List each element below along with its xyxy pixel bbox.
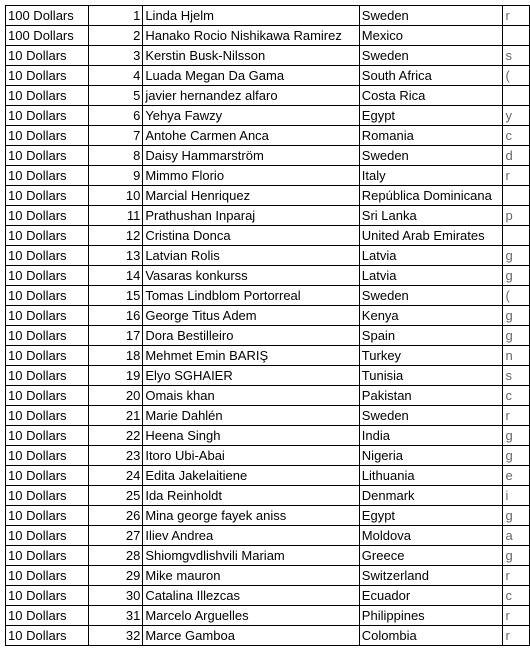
winner-name-cell[interactable]: Marcial Henriquez (143, 186, 359, 206)
table-row (6, 146, 530, 166)
winner-name-cell[interactable]: Linda Hjelm (143, 6, 359, 26)
table-row (6, 86, 530, 106)
winner-name-cell[interactable]: Prathushan Inparaj (143, 206, 359, 226)
table-row (6, 326, 530, 346)
truncated-column-cell[interactable]: g (503, 426, 530, 446)
table-row (6, 26, 530, 46)
truncated-column-cell[interactable]: g (503, 306, 530, 326)
truncated-column-cell[interactable]: e (503, 466, 530, 486)
table-row (6, 46, 530, 66)
truncated-column-cell[interactable]: g (503, 326, 530, 346)
country-cell[interactable]: Romania (359, 126, 503, 146)
country-cell[interactable]: Latvia (359, 266, 503, 286)
rank-number-cell[interactable]: 7 (88, 126, 143, 146)
truncated-column-cell[interactable] (503, 26, 530, 46)
country-cell[interactable]: Sweden (359, 146, 503, 166)
table-row (6, 246, 530, 266)
rank-number-cell[interactable]: 32 (88, 626, 143, 646)
table-row (6, 506, 530, 526)
country-cell[interactable]: Kenya (359, 306, 503, 326)
rank-number-cell[interactable]: 11 (88, 206, 143, 226)
country-cell[interactable]: Sri Lanka (359, 206, 503, 226)
country-cell[interactable]: Italy (359, 166, 503, 186)
table-row (6, 126, 530, 146)
country-cell[interactable]: Colombia (359, 626, 503, 646)
winner-name-cell[interactable]: Elyo SGHAIER (143, 366, 359, 386)
winner-name-cell[interactable]: Itoro Ubi-Abai (143, 446, 359, 466)
rank-number-cell[interactable]: 23 (88, 446, 143, 466)
winner-name-cell[interactable]: Iliev Andrea (143, 526, 359, 546)
table-row (6, 386, 530, 406)
truncated-column-cell[interactable]: d (503, 146, 530, 166)
winner-name-cell[interactable]: javier hernandez alfaro (143, 86, 359, 106)
prize-amount-cell[interactable]: 10 Dollars (6, 206, 89, 226)
winner-name-cell[interactable]: Yehya Fawzy (143, 106, 359, 126)
winner-name-cell[interactable]: Omais khan (143, 386, 359, 406)
rank-number-cell[interactable]: 30 (88, 586, 143, 606)
winner-name-cell[interactable]: Mehmet Emin BARIŞ (143, 346, 359, 366)
country-cell[interactable]: Mexico (359, 26, 503, 46)
winner-name-cell[interactable]: Cristina Donca (143, 226, 359, 246)
truncated-column-cell[interactable]: c (503, 386, 530, 406)
country-cell[interactable]: India (359, 426, 503, 446)
winners-table (5, 5, 530, 646)
country-cell[interactable]: Philippines (359, 606, 503, 626)
winner-name-cell[interactable]: George Titus Adem (143, 306, 359, 326)
truncated-column-cell[interactable]: r (503, 406, 530, 426)
table-row (6, 306, 530, 326)
prize-amount-cell[interactable]: 10 Dollars (6, 326, 89, 346)
rank-number-cell[interactable]: 2 (88, 26, 143, 46)
table-row (6, 486, 530, 506)
prize-amount-cell[interactable]: 10 Dollars (6, 266, 89, 286)
truncated-column-cell[interactable]: i (503, 486, 530, 506)
table-row (6, 6, 530, 26)
rank-number-cell[interactable]: 5 (88, 86, 143, 106)
table-row (6, 526, 530, 546)
rank-number-cell[interactable]: 25 (88, 486, 143, 506)
table-row (6, 106, 530, 126)
truncated-column-cell[interactable]: r (503, 626, 530, 646)
prize-amount-cell[interactable]: 10 Dollars (6, 446, 89, 466)
rank-number-cell[interactable]: 26 (88, 506, 143, 526)
prize-amount-cell[interactable]: 10 Dollars (6, 626, 89, 646)
prize-amount-cell[interactable]: 10 Dollars (6, 46, 89, 66)
winner-name-cell[interactable]: Kerstin Busk-Nilsson (143, 46, 359, 66)
truncated-column-cell[interactable]: n (503, 346, 530, 366)
table-row (6, 66, 530, 86)
table-row (6, 186, 530, 206)
country-cell[interactable]: Egypt (359, 506, 503, 526)
country-cell[interactable]: Pakistan (359, 386, 503, 406)
truncated-column-cell[interactable]: r (503, 6, 530, 26)
rank-number-cell[interactable]: 9 (88, 166, 143, 186)
prize-amount-cell[interactable]: 100 Dollars (6, 6, 89, 26)
prize-amount-cell[interactable]: 10 Dollars (6, 606, 89, 626)
country-cell[interactable]: Turkey (359, 346, 503, 366)
country-cell[interactable]: Sweden (359, 286, 503, 306)
truncated-column-cell[interactable]: a (503, 526, 530, 546)
winner-name-cell[interactable]: Daisy Hammarström (143, 146, 359, 166)
rank-number-cell[interactable]: 17 (88, 326, 143, 346)
rank-number-cell[interactable]: 8 (88, 146, 143, 166)
table-row (6, 206, 530, 226)
table-row (6, 426, 530, 446)
truncated-column-cell[interactable]: s (503, 366, 530, 386)
country-cell[interactable]: Egypt (359, 106, 503, 126)
table-row (6, 626, 530, 646)
truncated-column-cell[interactable]: ( (503, 286, 530, 306)
winner-name-cell[interactable]: Tomas Lindblom Portorreal (143, 286, 359, 306)
prize-amount-cell[interactable]: 10 Dollars (6, 466, 89, 486)
rank-number-cell[interactable]: 6 (88, 106, 143, 126)
table-row (6, 566, 530, 586)
rank-number-cell[interactable]: 19 (88, 366, 143, 386)
winner-name-cell[interactable]: Latvian Rolis (143, 246, 359, 266)
table-row (6, 546, 530, 566)
truncated-column-cell[interactable]: r (503, 566, 530, 586)
prize-amount-cell[interactable]: 10 Dollars (6, 486, 89, 506)
winner-name-cell[interactable]: Antohe Carmen Anca (143, 126, 359, 146)
rank-number-cell[interactable]: 14 (88, 266, 143, 286)
country-cell[interactable]: Denmark (359, 486, 503, 506)
winner-name-cell[interactable]: Vasaras konkurss (143, 266, 359, 286)
country-cell[interactable]: Costa Rica (359, 86, 503, 106)
rank-number-cell[interactable]: 10 (88, 186, 143, 206)
country-cell[interactable]: Greece (359, 546, 503, 566)
country-cell[interactable]: Ecuador (359, 586, 503, 606)
prize-amount-cell[interactable]: 10 Dollars (6, 186, 89, 206)
prize-amount-cell[interactable]: 10 Dollars (6, 306, 89, 326)
rank-number-cell[interactable]: 22 (88, 426, 143, 446)
prize-amount-cell[interactable]: 10 Dollars (6, 586, 89, 606)
winner-name-cell[interactable]: Mina george fayek aniss (143, 506, 359, 526)
country-cell[interactable]: Latvia (359, 246, 503, 266)
rank-number-cell[interactable]: 28 (88, 546, 143, 566)
rank-number-cell[interactable]: 12 (88, 226, 143, 246)
table-row (6, 406, 530, 426)
prize-amount-cell[interactable]: 10 Dollars (6, 426, 89, 446)
rank-number-cell[interactable]: 4 (88, 66, 143, 86)
table-row (6, 586, 530, 606)
truncated-column-cell[interactable]: g (503, 246, 530, 266)
winner-name-cell[interactable]: Mike mauron (143, 566, 359, 586)
rank-number-cell[interactable]: 1 (88, 6, 143, 26)
prize-amount-cell[interactable]: 10 Dollars (6, 546, 89, 566)
prize-amount-cell[interactable]: 10 Dollars (6, 106, 89, 126)
prize-amount-cell[interactable]: 100 Dollars (6, 26, 89, 46)
table-row (6, 266, 530, 286)
prize-amount-cell[interactable]: 10 Dollars (6, 146, 89, 166)
table-row (6, 346, 530, 366)
winner-name-cell[interactable]: Shiomgvdlishvili Mariam (143, 546, 359, 566)
table-row (6, 606, 530, 626)
rank-number-cell[interactable]: 18 (88, 346, 143, 366)
truncated-column-cell[interactable] (503, 186, 530, 206)
prize-amount-cell[interactable]: 10 Dollars (6, 126, 89, 146)
prize-amount-cell[interactable]: 10 Dollars (6, 166, 89, 186)
country-cell[interactable]: Spain (359, 326, 503, 346)
prize-amount-cell[interactable]: 10 Dollars (6, 526, 89, 546)
prize-amount-cell[interactable]: 10 Dollars (6, 286, 89, 306)
winner-name-cell[interactable]: Catalina Illezcas (143, 586, 359, 606)
truncated-column-cell[interactable]: r (503, 166, 530, 186)
truncated-column-cell[interactable] (503, 226, 530, 246)
rank-number-cell[interactable]: 20 (88, 386, 143, 406)
truncated-column-cell[interactable]: g (503, 446, 530, 466)
country-cell[interactable]: Nigeria (359, 446, 503, 466)
rank-number-cell[interactable]: 3 (88, 46, 143, 66)
country-cell[interactable]: Sweden (359, 46, 503, 66)
table-row (6, 366, 530, 386)
prize-amount-cell[interactable]: 10 Dollars (6, 386, 89, 406)
table-row (6, 166, 530, 186)
rank-number-cell[interactable]: 24 (88, 466, 143, 486)
table-row (6, 446, 530, 466)
truncated-column-cell[interactable] (503, 86, 530, 106)
prize-amount-cell[interactable]: 10 Dollars (6, 506, 89, 526)
prize-amount-cell[interactable]: 10 Dollars (6, 346, 89, 366)
prize-amount-cell[interactable]: 10 Dollars (6, 366, 89, 386)
table-row (6, 466, 530, 486)
prize-amount-cell[interactable]: 10 Dollars (6, 66, 89, 86)
prize-amount-cell[interactable]: 10 Dollars (6, 406, 89, 426)
country-cell[interactable]: Switzerland (359, 566, 503, 586)
winner-name-cell[interactable]: Marce Gamboa (143, 626, 359, 646)
table-row (6, 226, 530, 246)
truncated-column-cell[interactable]: r (503, 606, 530, 626)
table-body (6, 6, 530, 646)
prize-amount-cell[interactable]: 10 Dollars (6, 246, 89, 266)
rank-number-cell[interactable]: 15 (88, 286, 143, 306)
prize-amount-cell[interactable]: 10 Dollars (6, 566, 89, 586)
country-cell[interactable]: Moldova (359, 526, 503, 546)
country-cell[interactable]: Sweden (359, 6, 503, 26)
rank-number-cell[interactable]: 13 (88, 246, 143, 266)
truncated-column-cell[interactable]: p (503, 206, 530, 226)
winner-name-cell[interactable]: Edita Jakelaitiene (143, 466, 359, 486)
winner-name-cell[interactable]: Mimmo Florio (143, 166, 359, 186)
rank-number-cell[interactable]: 31 (88, 606, 143, 626)
truncated-column-cell[interactable]: c (503, 126, 530, 146)
rank-number-cell[interactable]: 16 (88, 306, 143, 326)
country-cell[interactable]: South Africa (359, 66, 503, 86)
country-cell[interactable]: Sweden (359, 406, 503, 426)
truncated-column-cell[interactable]: g (503, 506, 530, 526)
country-cell[interactable]: Tunisia (359, 366, 503, 386)
winner-name-cell[interactable]: Hanako Rocio Nishikawa Ramirez (143, 26, 359, 46)
prize-amount-cell[interactable]: 10 Dollars (6, 226, 89, 246)
truncated-column-cell[interactable]: y (503, 106, 530, 126)
winner-name-cell[interactable]: Marcelo Arguelles (143, 606, 359, 626)
winner-name-cell[interactable]: Heena Singh (143, 426, 359, 446)
rank-number-cell[interactable]: 27 (88, 526, 143, 546)
winner-name-cell[interactable]: Dora Bestilleiro (143, 326, 359, 346)
rank-number-cell[interactable]: 29 (88, 566, 143, 586)
country-cell[interactable]: República Dominicana (359, 186, 503, 206)
prize-amount-cell[interactable]: 10 Dollars (6, 86, 89, 106)
truncated-column-cell[interactable]: ( (503, 66, 530, 86)
rank-number-cell[interactable]: 21 (88, 406, 143, 426)
winner-name-cell[interactable]: Luada Megan Da Gama (143, 66, 359, 86)
truncated-column-cell[interactable]: s (503, 46, 530, 66)
winner-name-cell[interactable]: Marie Dahlén (143, 406, 359, 426)
truncated-column-cell[interactable]: g (503, 266, 530, 286)
table-row (6, 286, 530, 306)
country-cell[interactable]: Lithuania (359, 466, 503, 486)
winner-name-cell[interactable]: Ida Reinholdt (143, 486, 359, 506)
truncated-column-cell[interactable]: g (503, 546, 530, 566)
country-cell[interactable]: United Arab Emirates (359, 226, 503, 246)
truncated-column-cell[interactable]: c (503, 586, 530, 606)
